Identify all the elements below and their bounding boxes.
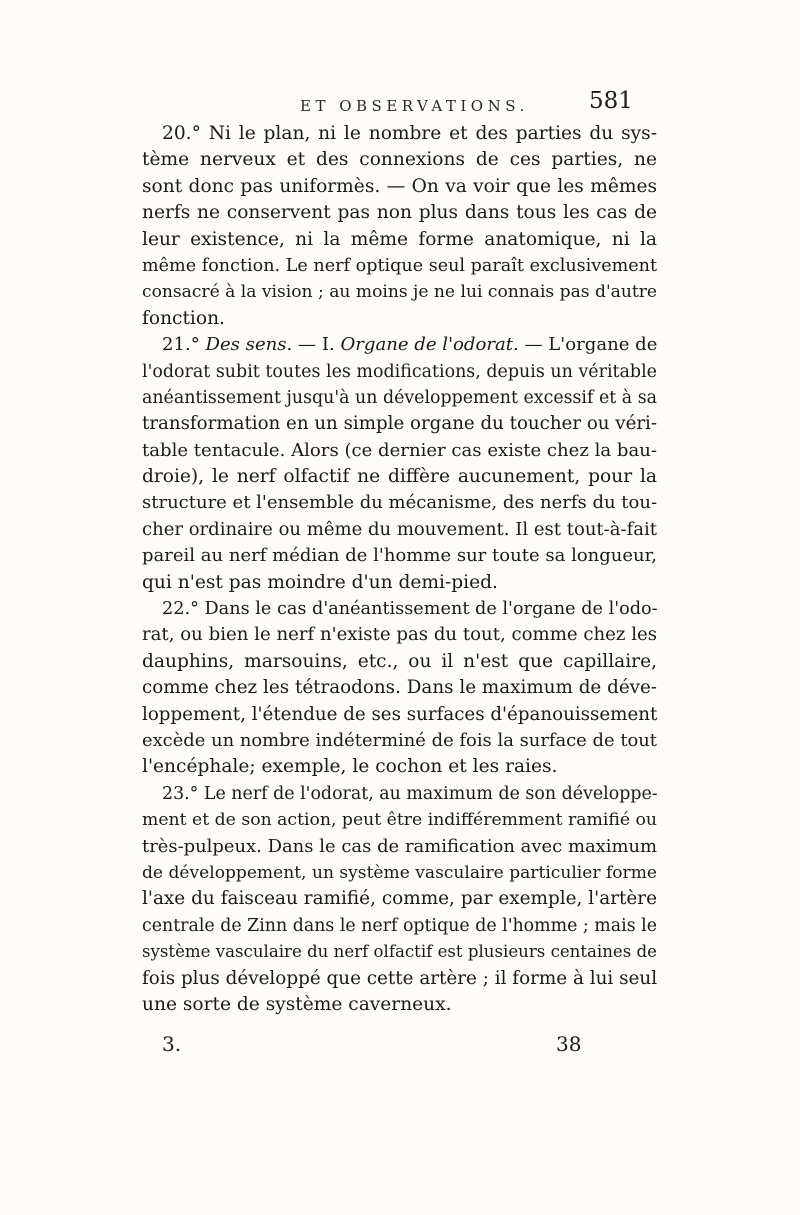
text-line: loppement, l'étendue de ses surfaces d'épanouissement	[142, 703, 658, 725]
text-line: consacré à la vision ; au moins je ne lui connais pas d'autre	[142, 282, 657, 303]
text-line: de développement, un système vasculaire particulier forme	[142, 862, 657, 883]
text-line: une sorte de système caverneux.	[142, 993, 452, 1015]
text-line: 23.° Le nerf de l'odorat, au maximum de son développe-	[162, 783, 658, 804]
text-line: pareil au nerf médian de l'homme sur toute sa longueur,	[142, 545, 657, 567]
text-line: 21.° Des sens. — I. Organe de l'odorat. — L'organe de	[162, 334, 658, 356]
text-line: excède un nombre indéterminé de fois la surface de tout	[142, 729, 657, 751]
text-line: qui n'est pas moindre d'un demi-pied.	[142, 571, 498, 593]
text-line: très-pulpeux. Dans le cas de ramification avec maximum	[142, 835, 657, 857]
text-line: fois plus développé que cette artère ; il forme à lui seul	[142, 967, 658, 989]
text-line: transformation en un simple organe du toucher ou véri-	[142, 413, 658, 435]
text-line: rat, ou bien le nerf n'existe pas du tout, comme chez les	[142, 624, 657, 646]
folio-number: 38	[556, 1032, 582, 1056]
heading-des-sens: Des sens.	[205, 334, 293, 356]
heading-organe-odorat: Organe de l'odorat.	[340, 334, 519, 356]
text-line: table tentacule. Alors (ce dernier cas existe chez la bau-	[142, 439, 657, 461]
text-line: ment et de son action, peut être indifféremment ramifié ou	[142, 810, 657, 831]
text-line: système vasculaire du nerf olfactif est plusieurs centaines de	[142, 942, 657, 962]
text-line: cher ordinaire ou même du mouvement. Il est tout-à-fait	[142, 518, 657, 540]
text-line: nerfs ne conservent pas non plus dans tous les cas de	[142, 202, 657, 224]
text-line: 22.° Dans le cas d'anéantissement de l'organe de l'odo-	[162, 599, 658, 620]
running-header: ET OBSERVATIONS.	[300, 97, 529, 115]
text-line: dauphins, marsouins, etc., ou il n'est que capillaire,	[142, 650, 657, 672]
page-number: 581	[589, 88, 633, 114]
text-line: l'encéphale; exemple, le cochon et les raies.	[142, 756, 558, 778]
text-line: leur existence, ni la même forme anatomique, ni la	[142, 228, 657, 250]
text-line: droie), le nerf olfactif ne diffère aucunement, pour la	[142, 466, 657, 488]
text-line: l'odorat subit toutes les modifications, depuis un véritable	[142, 361, 657, 382]
text-line: tème nerveux et des connexions de ces parties, ne	[142, 149, 657, 171]
text-line: l'axe du faisceau ramifié, comme, par exemple, l'artère	[142, 888, 657, 910]
text-line: centrale de Zinn dans le nerf optique de l'homme ; mais le	[142, 915, 657, 936]
body-text	[142, 121, 657, 1018]
text-line: 20.° Ni le plan, ni le nombre et des parties du sys-	[162, 123, 657, 144]
text-line: même fonction. Le nerf optique seul paraît exclusivement	[142, 255, 657, 276]
text-line: fonction.	[142, 307, 225, 329]
signature-mark: 3.	[162, 1032, 182, 1056]
text-line: structure et l'ensemble du mécanisme, des nerfs du tou-	[142, 492, 658, 514]
text-line: comme chez les tétraodons. Dans le maximum de déve-	[142, 677, 657, 699]
text-line: sont donc pas uniformès. — On va voir que les mêmes	[142, 175, 657, 197]
text-line: anéantissement jusqu'à un développement excessif et à sa	[142, 387, 657, 408]
